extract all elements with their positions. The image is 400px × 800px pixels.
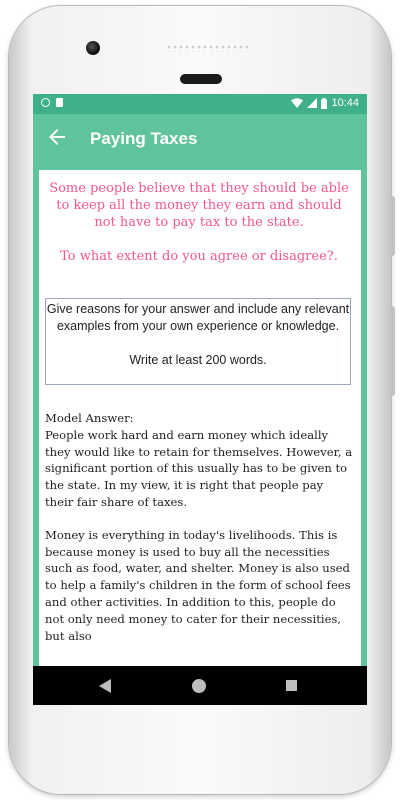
earpiece [180,74,222,84]
status-time: 10:44 [331,97,359,109]
status-bar [33,94,367,114]
power-button [391,306,395,396]
volume-button [391,196,395,256]
status-right-icons [291,97,359,109]
instructions-line2: Write at least 200 words. [129,353,267,367]
front-camera [86,41,100,55]
triangle-back-icon[interactable] [99,679,111,693]
answer-paragraph-2: Money is everything in today's livelihoods. This is because money is used to buy all the necessities such as food, water, and shelter. Money is also used to help a family's children in the form of school fees and other activities. In addition to this, people do not only need money to cater for their necessities, but also [45,527,351,643]
page-title: Paying Taxes [90,129,198,148]
essay-card [39,170,361,666]
content-area[interactable] [33,164,367,666]
square-recents-icon[interactable] [286,680,297,691]
arrow-left-icon[interactable] [45,125,69,149]
speaker-grille [166,44,250,52]
battery-icon [321,98,327,109]
instructions-box [45,298,351,385]
question-prompt: To what extent do you agree or disagree?. [60,249,338,264]
notification-circle-icon [41,98,50,107]
signal-icon [307,98,317,108]
screen [33,94,367,705]
answer-heading: Model Answer: [45,411,134,425]
app-bar [33,114,367,164]
navigation-bar [33,666,367,705]
wifi-icon [291,98,303,108]
model-answer [45,410,355,644]
question-statement: Some people believe that they should be able to keep all the money they earn and should not have to pay tax to the state. [49,181,349,230]
status-left-icons [41,98,63,107]
instructions-line1: Give reasons for your answer and include any relevant examples from your own experience or knowledge. [46,302,350,333]
answer-paragraph-1: People work hard and earn money which ideally they would like to retain for themselves. However, a significant portion of this usually has to be given to the state. In my view, it is right that people pay their fair share of taxes. [45,427,353,509]
circle-home-icon[interactable] [192,679,206,693]
sim-card-icon [56,98,63,107]
question-block [49,180,349,265]
